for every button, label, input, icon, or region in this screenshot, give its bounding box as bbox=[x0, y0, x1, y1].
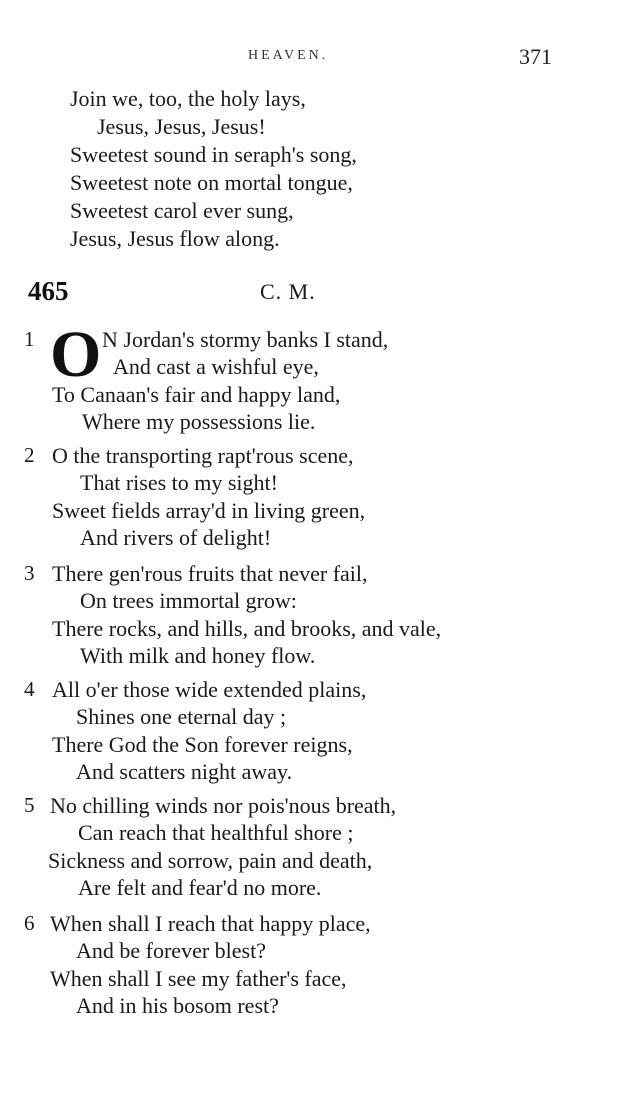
verse-line: There God the Son forever reigns, bbox=[52, 732, 353, 757]
verse-line: Jesus, Jesus flow along. bbox=[70, 226, 280, 251]
verse-line: And be forever blest? bbox=[76, 938, 266, 963]
verse-line: And rivers of delight! bbox=[80, 525, 272, 550]
verse-line: When shall I see my father's face, bbox=[50, 966, 347, 991]
verse-line: And cast a wishful eye, bbox=[113, 354, 319, 379]
verse-number: 3 bbox=[24, 561, 35, 585]
page-number: 371 bbox=[519, 44, 552, 69]
verse-line: Shines one eternal day ; bbox=[76, 704, 287, 729]
verse-number: 1 bbox=[24, 327, 35, 351]
verse-line: On trees immortal grow: bbox=[80, 588, 297, 613]
verse-line: Sweetest note on mortal tongue, bbox=[70, 170, 353, 195]
verse-line: N Jordan's stormy banks I stand, bbox=[102, 327, 389, 352]
verse-line: There gen'rous fruits that never fail, bbox=[52, 561, 368, 586]
hymn-number: 465 bbox=[28, 276, 69, 306]
verse-line: To Canaan's fair and happy land, bbox=[52, 382, 341, 407]
verse-line: And in his bosom rest? bbox=[76, 993, 279, 1018]
running-head: HEAVEN. bbox=[248, 48, 329, 63]
verse-number: 4 bbox=[24, 677, 35, 701]
verse-line: Sweet fields array'd in living green, bbox=[52, 498, 366, 523]
verse-line: No chilling winds nor pois'nous breath, bbox=[50, 793, 397, 818]
verse-number: 5 bbox=[24, 793, 35, 817]
verse-line: Are felt and fear'd no more. bbox=[78, 875, 322, 900]
verse-line: Sweetest carol ever sung, bbox=[70, 198, 294, 223]
verse-line: All o'er those wide extended plains, bbox=[52, 677, 367, 702]
verse-line: Sickness and sorrow, pain and death, bbox=[48, 848, 373, 873]
verse-line: Sweetest sound in seraph's song, bbox=[70, 142, 357, 167]
verse-line: There rocks, and hills, and brooks, and vale, bbox=[52, 616, 442, 641]
verse-line: Join we, too, the holy lays, bbox=[70, 86, 306, 111]
verse-number: 6 bbox=[24, 911, 35, 935]
drop-cap: O bbox=[50, 318, 102, 391]
verse-number: 2 bbox=[24, 443, 35, 467]
verse-line: That rises to my sight! bbox=[80, 470, 278, 495]
verse-line: Jesus, Jesus, Jesus! bbox=[97, 114, 266, 139]
verse-line: Can reach that healthful shore ; bbox=[78, 820, 354, 845]
verse-line: O the transporting rapt'rous scene, bbox=[52, 443, 354, 468]
verse-line: With milk and honey flow. bbox=[80, 643, 316, 668]
verse-line: Where my possessions lie. bbox=[82, 409, 316, 434]
verse-line: When shall I reach that happy place, bbox=[50, 911, 371, 936]
verse-line: And scatters night away. bbox=[76, 759, 293, 784]
hymn-meter: C. M. bbox=[260, 279, 316, 304]
